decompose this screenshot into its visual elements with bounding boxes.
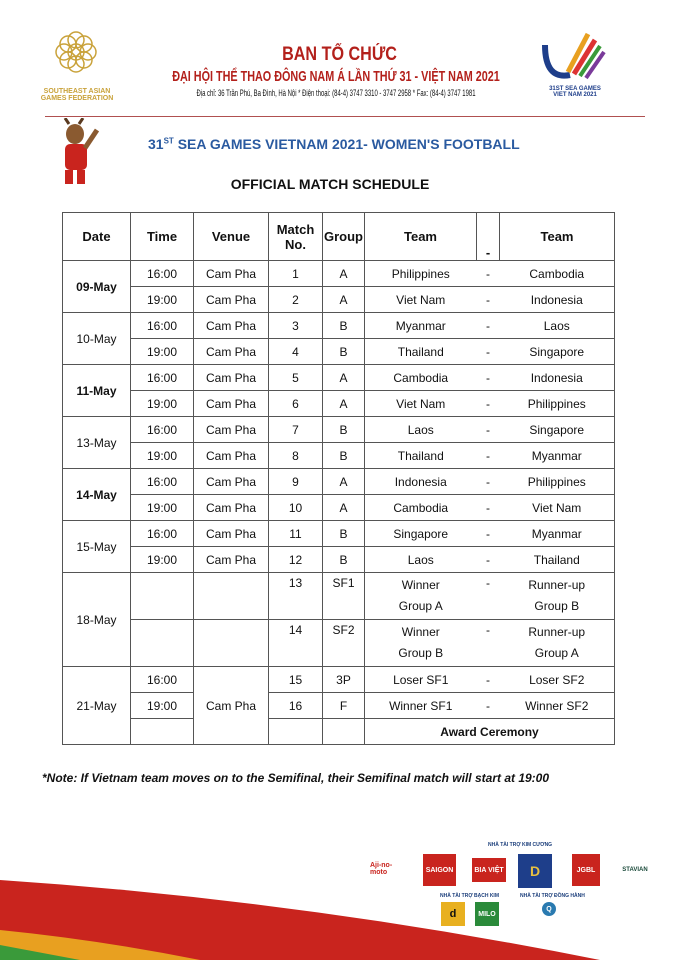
match-date: 15-May bbox=[63, 521, 131, 573]
match-group: SF2 bbox=[323, 620, 365, 667]
match-venue: Cam Pha bbox=[194, 391, 269, 417]
col-date: Date bbox=[63, 213, 131, 261]
team-away: Indonesia bbox=[500, 365, 615, 391]
vs-dash: - bbox=[477, 339, 500, 365]
sponsor-logo: D bbox=[518, 854, 552, 888]
table-row bbox=[63, 339, 615, 365]
match-time: 16:00 bbox=[131, 521, 194, 547]
match-time bbox=[131, 719, 194, 745]
vs-dash: - bbox=[477, 521, 500, 547]
match-time: 19:00 bbox=[131, 443, 194, 469]
sponsor-logo: BIA VIỆT bbox=[472, 858, 506, 882]
vs-dash: - bbox=[477, 287, 500, 313]
table-row bbox=[63, 667, 615, 693]
table-header bbox=[63, 213, 615, 261]
match-date: 14-May bbox=[63, 469, 131, 521]
match-schedule-table bbox=[62, 212, 615, 745]
team-away: Philippines bbox=[500, 391, 615, 417]
match-venue: Cam Pha bbox=[194, 287, 269, 313]
match-venue: Cam Pha bbox=[194, 443, 269, 469]
match-time: 16:00 bbox=[131, 365, 194, 391]
sponsor-silver-label: NHÀ TÀI TRỢ BẠCH KIM bbox=[440, 893, 499, 899]
table-row bbox=[63, 313, 615, 339]
vs-dash: - bbox=[477, 547, 500, 573]
table-row bbox=[63, 469, 615, 495]
match-no: 2 bbox=[269, 287, 323, 313]
match-no: 10 bbox=[269, 495, 323, 521]
team-home: Viet Nam bbox=[365, 287, 477, 313]
table-row bbox=[63, 547, 615, 573]
team-away: Cambodia bbox=[500, 261, 615, 287]
team-away: Myanmar bbox=[500, 521, 615, 547]
match-time: 16:00 bbox=[131, 313, 194, 339]
organizer-address: Địa chỉ: 36 Trần Phú, Ba Đình, Hà Nội * Điện thoại: (84-4) 3747 3310 - 3747 2958 * Fax: (84-4) 3747 1981 bbox=[196, 88, 476, 98]
team-away: Runner-up Group B bbox=[500, 573, 615, 620]
match-date: 18-May bbox=[63, 573, 131, 667]
sponsor-logo: SAIGON bbox=[423, 854, 456, 886]
match-venue: Cam Pha bbox=[194, 469, 269, 495]
match-venue: Cam Pha bbox=[194, 495, 269, 521]
team-away: Winner SF2 bbox=[500, 693, 615, 719]
sponsor-logo: JGBL bbox=[572, 854, 600, 886]
sponsor-logo: Q bbox=[542, 902, 556, 916]
vs-dash: - bbox=[477, 495, 500, 521]
award-ceremony: Award Ceremony bbox=[365, 719, 615, 745]
match-group: A bbox=[323, 391, 365, 417]
match-date: 09-May bbox=[63, 261, 131, 313]
match-group: B bbox=[323, 417, 365, 443]
match-venue bbox=[194, 573, 269, 620]
match-time bbox=[131, 573, 194, 620]
match-time: 19:00 bbox=[131, 391, 194, 417]
table-row bbox=[63, 573, 615, 620]
team-away: Laos bbox=[500, 313, 615, 339]
match-time: 16:00 bbox=[131, 469, 194, 495]
col-match: Match No. bbox=[269, 213, 323, 261]
vs-dash: - bbox=[477, 667, 500, 693]
team-away: Loser SF2 bbox=[500, 667, 615, 693]
team-away: Viet Nam bbox=[500, 495, 615, 521]
match-no: 4 bbox=[269, 339, 323, 365]
vs-dash: - bbox=[477, 365, 500, 391]
team-home: Winner SF1 bbox=[365, 693, 477, 719]
team-away: Indonesia bbox=[500, 287, 615, 313]
team-away: Singapore bbox=[500, 339, 615, 365]
table-row bbox=[63, 391, 615, 417]
event-subtitle: 31ST SEA GAMES VIETNAM 2021- WOMEN'S FOOTBALL bbox=[148, 136, 520, 152]
vs-dash: - bbox=[477, 620, 500, 667]
match-date: 10-May bbox=[63, 313, 131, 365]
match-no: 9 bbox=[269, 469, 323, 495]
col-time: Time bbox=[131, 213, 194, 261]
match-date: 11-May bbox=[63, 365, 131, 417]
match-venue: Cam Pha bbox=[194, 365, 269, 391]
table-row bbox=[63, 365, 615, 391]
vs-dash: - bbox=[477, 443, 500, 469]
team-home: Myanmar bbox=[365, 313, 477, 339]
match-date: 13-May bbox=[63, 417, 131, 469]
match-venue bbox=[194, 620, 269, 667]
match-time bbox=[131, 620, 194, 667]
match-no: 1 bbox=[269, 261, 323, 287]
match-venue: Cam Pha bbox=[194, 261, 269, 287]
vs-dash: - bbox=[477, 313, 500, 339]
match-group: A bbox=[323, 261, 365, 287]
match-group: B bbox=[323, 339, 365, 365]
match-no: 15 bbox=[269, 667, 323, 693]
match-no: 14 bbox=[269, 620, 323, 667]
sponsor-logo: Aji-no-moto bbox=[370, 862, 393, 876]
match-group: B bbox=[323, 547, 365, 573]
seagf-logo-text: SOUTHEAST ASIAN GAMES FEDERATION bbox=[40, 88, 114, 102]
match-group: A bbox=[323, 287, 365, 313]
team-home: Singapore bbox=[365, 521, 477, 547]
team-home: Thailand bbox=[365, 339, 477, 365]
match-group: B bbox=[323, 313, 365, 339]
vs-dash: - bbox=[477, 693, 500, 719]
match-time: 19:00 bbox=[131, 495, 194, 521]
team-away: Philippines bbox=[500, 469, 615, 495]
match-time: 19:00 bbox=[131, 287, 194, 313]
team-home: Winner Group A bbox=[365, 573, 477, 620]
sponsor-bronze-label: NHÀ TÀI TRỢ ĐỒNG HÀNH bbox=[520, 893, 585, 899]
schedule-title: OFFICIAL MATCH SCHEDULE bbox=[230, 176, 430, 192]
match-venue: Cam Pha bbox=[194, 339, 269, 365]
vs-dash: - bbox=[477, 469, 500, 495]
table-row bbox=[63, 620, 615, 667]
match-no bbox=[269, 719, 323, 745]
match-group: B bbox=[323, 443, 365, 469]
table-row bbox=[63, 261, 615, 287]
match-time: 19:00 bbox=[131, 693, 194, 719]
sponsor-diamond-label: NHÀ TÀI TRỢ KIM CƯƠNG bbox=[488, 842, 553, 848]
team-away: Runner-up Group A bbox=[500, 620, 615, 667]
team-home: Philippines bbox=[365, 261, 477, 287]
match-venue: Cam Pha bbox=[194, 417, 269, 443]
match-no: 11 bbox=[269, 521, 323, 547]
match-group: A bbox=[323, 469, 365, 495]
match-venue: Cam Pha bbox=[194, 521, 269, 547]
match-time: 16:00 bbox=[131, 667, 194, 693]
col-dash: - bbox=[477, 213, 500, 261]
match-group: F bbox=[323, 693, 365, 719]
team-home: Laos bbox=[365, 417, 477, 443]
vs-dash: - bbox=[477, 261, 500, 287]
header-divider bbox=[45, 116, 645, 117]
match-no: 7 bbox=[269, 417, 323, 443]
match-time: 16:00 bbox=[131, 417, 194, 443]
match-no: 5 bbox=[269, 365, 323, 391]
team-home: Viet Nam bbox=[365, 391, 477, 417]
match-group: 3P bbox=[323, 667, 365, 693]
vs-dash: - bbox=[477, 573, 500, 620]
match-venue: Cam Pha bbox=[194, 547, 269, 573]
team-home: Indonesia bbox=[365, 469, 477, 495]
match-venue: Cam Pha bbox=[194, 313, 269, 339]
match-date: 21-May bbox=[63, 667, 131, 745]
table-row bbox=[63, 443, 615, 469]
organizer-subtitle: ĐẠI HỘI THỂ THAO ĐÔNG NAM Á LẦN THỨ 31 - VIỆT NAM 2021 bbox=[172, 68, 500, 85]
match-no: 12 bbox=[269, 547, 323, 573]
match-venue: Cam Pha bbox=[194, 667, 269, 745]
team-home: Loser SF1 bbox=[365, 667, 477, 693]
team-home: Cambodia bbox=[365, 365, 477, 391]
match-no: 8 bbox=[269, 443, 323, 469]
sponsor-logo: STAVIAN bbox=[622, 867, 648, 873]
vs-dash: - bbox=[477, 391, 500, 417]
table-row bbox=[63, 693, 615, 719]
match-no: 6 bbox=[269, 391, 323, 417]
col-team2: Team bbox=[500, 213, 615, 261]
team-home: Winner Group B bbox=[365, 620, 477, 667]
match-group: A bbox=[323, 495, 365, 521]
col-venue: Venue bbox=[194, 213, 269, 261]
match-no: 13 bbox=[269, 573, 323, 620]
team-home: Laos bbox=[365, 547, 477, 573]
match-no: 16 bbox=[269, 693, 323, 719]
match-group: B bbox=[323, 521, 365, 547]
match-group bbox=[323, 719, 365, 745]
team-away: Thailand bbox=[500, 547, 615, 573]
table-row bbox=[63, 417, 615, 443]
schedule-note: *Note: If Vietnam team moves on to the Semifinal, their Semifinal match will start at 19:00 bbox=[42, 771, 550, 785]
match-group: SF1 bbox=[323, 573, 365, 620]
sea-games-logo-text: 31ST SEA GAMES VIET NAM 2021 bbox=[549, 86, 601, 98]
table-row bbox=[63, 719, 615, 745]
sponsor-logo: MILO bbox=[475, 902, 499, 926]
table-row bbox=[63, 495, 615, 521]
team-away: Myanmar bbox=[500, 443, 615, 469]
organizer-title: BAN TỔ CHỨC bbox=[282, 44, 397, 65]
match-time: 16:00 bbox=[131, 261, 194, 287]
team-home: Cambodia bbox=[365, 495, 477, 521]
match-time: 19:00 bbox=[131, 339, 194, 365]
col-group: Group bbox=[323, 213, 365, 261]
table-row bbox=[63, 521, 615, 547]
match-time: 19:00 bbox=[131, 547, 194, 573]
team-home: Thailand bbox=[365, 443, 477, 469]
team-away: Singapore bbox=[500, 417, 615, 443]
match-group: A bbox=[323, 365, 365, 391]
vs-dash: - bbox=[477, 417, 500, 443]
match-no: 3 bbox=[269, 313, 323, 339]
table-row bbox=[63, 287, 615, 313]
sponsor-logo: d bbox=[441, 902, 465, 926]
col-team1: Team bbox=[365, 213, 477, 261]
